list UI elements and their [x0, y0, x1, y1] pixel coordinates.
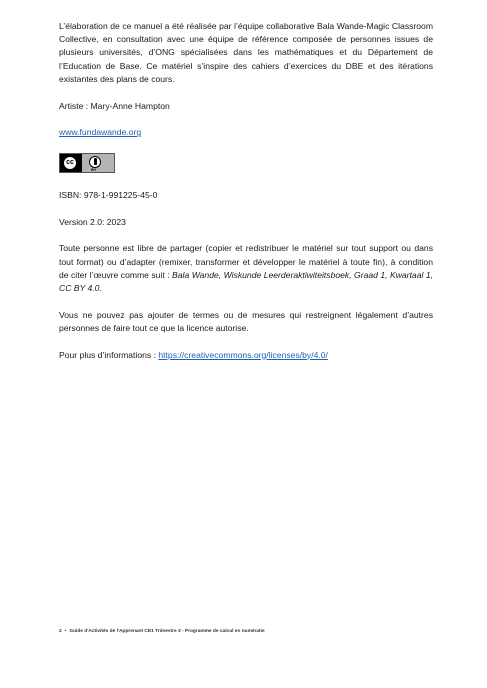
page-content [59, 20, 433, 375]
page-footer [59, 629, 268, 634]
by-label: BY [91, 167, 97, 173]
license-paragraph [59, 242, 433, 295]
website-link[interactable]: www.fundawande.org [59, 127, 142, 138]
page-number: 2 [59, 629, 62, 634]
more-info-paragraph [59, 349, 433, 362]
footer-bullet: • [64, 629, 67, 634]
more-info-label: Pour plus d’informations : [59, 349, 159, 360]
website-paragraph [59, 126, 433, 139]
artist-credit: Artiste : Mary-Anne Hampton [59, 100, 170, 111]
version-text: Version 2.0: 2023 [59, 216, 126, 227]
footer-title: Guide d'Activités de l'Apprenant CE1 Trimestre 3 - Programme de calcul en numératie [69, 629, 265, 634]
person-figure-icon [94, 158, 97, 165]
intro-paragraph: L’élaboration de ce manuel a été réalisée par l’équipe collaborative Bala Wande-Magic Classroom Collective, en consultation avec une équipe de référence composée de personnes issues de plusieurs universités, d’ONG spécialisées dans les mathématiques et du Département de l’Education de Base. Ce matériel s’inspire des cahiers d’exercices du DBE et des itérations existantes des plans de cours. [59, 21, 433, 84]
isbn-text: ISBN: 978-1-991225-45-0 [59, 189, 158, 200]
license-url-link[interactable]: https://creativecommons.org/licenses/by/4.0/ [158, 349, 328, 360]
license-citation: Bala Wande, Wiskunde Leerderaktiwiteitsboek, Graad 1, Kwartaal 1, CC BY 4.0. [59, 269, 434, 293]
restrictions-paragraph: Vous ne pouvez pas ajouter de termes ou de mesures qui restreignent légalement d’autres personnes de faire tout ce que la licence autorise. [59, 309, 433, 333]
cc-by-license-badge[interactable] [59, 153, 115, 173]
license-text: Toute personne est libre de partager (copier et redistribuer le matériel sur tout support ou dans tout format) ou d’adapter (remixer, transformer et développer le matériel à toute fin), à condition de citer l’œuvre comme suit : [59, 243, 433, 280]
cc-icon: cc [63, 156, 77, 170]
